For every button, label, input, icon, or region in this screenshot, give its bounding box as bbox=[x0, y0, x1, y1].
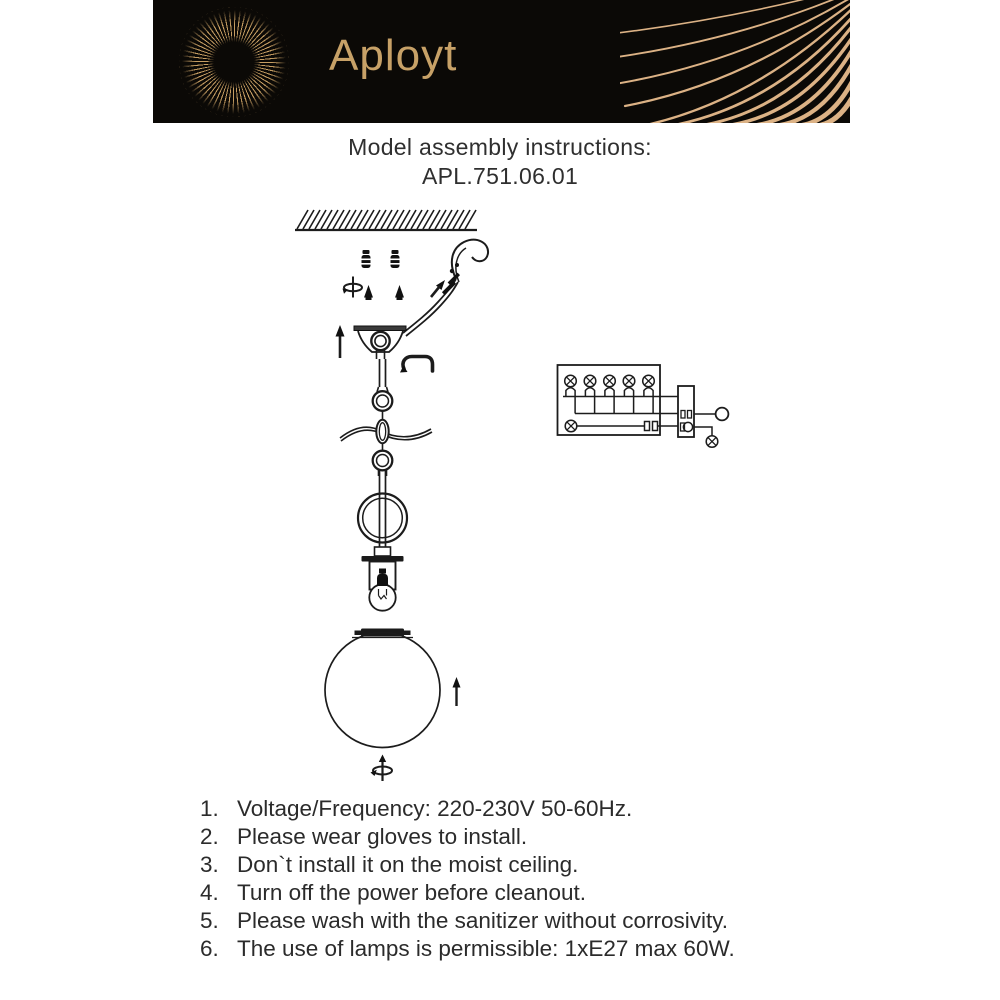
lamp-symbol bbox=[584, 375, 596, 413]
eye-ring bbox=[373, 387, 393, 411]
item-text: The use of lamps is permissible: 1xE27 max 60W. bbox=[237, 936, 735, 961]
list-item bbox=[200, 823, 840, 851]
brand-header bbox=[153, 0, 850, 123]
lamp-symbol bbox=[623, 375, 635, 413]
item-number: 6. bbox=[200, 936, 219, 961]
instructions-list bbox=[200, 795, 840, 963]
assembly-diagram bbox=[280, 200, 740, 800]
screw-rotation-icon bbox=[343, 277, 363, 298]
corner-rays-decoration bbox=[620, 0, 850, 123]
item-text: Don`t install it on the moist ceiling. bbox=[237, 852, 579, 877]
inline-connector bbox=[653, 422, 658, 431]
item-text: Turn off the power before cleanout. bbox=[237, 880, 586, 905]
lamp-symbol bbox=[565, 375, 577, 413]
lamp-symbol bbox=[706, 436, 718, 448]
chain-link bbox=[376, 411, 388, 451]
list-item bbox=[200, 935, 840, 963]
up-arrow-icon bbox=[453, 677, 461, 706]
anchor-icon bbox=[362, 250, 400, 268]
wire bbox=[694, 427, 712, 436]
page-title bbox=[0, 133, 1000, 191]
item-number: 2. bbox=[200, 824, 219, 849]
screw-rotation-icon bbox=[371, 755, 393, 782]
mains-wires bbox=[403, 240, 488, 336]
item-text: Voltage/Frequency: 220-230V 50-60Hz. bbox=[237, 796, 633, 821]
item-number: 3. bbox=[200, 852, 219, 877]
lamp-symbol bbox=[565, 420, 577, 432]
glass-globe bbox=[325, 633, 440, 748]
item-number: 5. bbox=[200, 908, 219, 933]
connector-circle bbox=[716, 408, 729, 421]
list-item bbox=[200, 795, 840, 823]
hook-icon bbox=[400, 357, 433, 373]
lamp-symbol bbox=[643, 375, 655, 413]
sunburst-logo-icon bbox=[179, 7, 289, 117]
list-item bbox=[200, 907, 840, 935]
screw-icon bbox=[364, 285, 404, 300]
suspension-rod bbox=[380, 359, 386, 387]
up-arrow-icon bbox=[336, 325, 345, 358]
canopy bbox=[354, 326, 406, 359]
inline-connector bbox=[645, 422, 650, 431]
brand-name: Aployt bbox=[329, 31, 458, 80]
item-text: Please wear gloves to install. bbox=[237, 824, 528, 849]
list-item bbox=[200, 851, 840, 879]
item-number: 4. bbox=[200, 880, 219, 905]
ceiling-hatch bbox=[295, 210, 477, 230]
model-number: APL.751.06.01 bbox=[421, 163, 579, 189]
list-item bbox=[200, 879, 840, 907]
item-text: Please wash with the sanitizer without corrosivity. bbox=[237, 908, 729, 933]
lamp-symbol bbox=[604, 375, 616, 413]
item-number: 1. bbox=[200, 796, 219, 821]
title-line: Model assembly instructions: bbox=[348, 134, 652, 160]
wiring-diagram bbox=[558, 365, 729, 447]
decorative-ring bbox=[358, 494, 407, 543]
eye-ring bbox=[373, 451, 393, 476]
terminal-block bbox=[678, 386, 694, 437]
